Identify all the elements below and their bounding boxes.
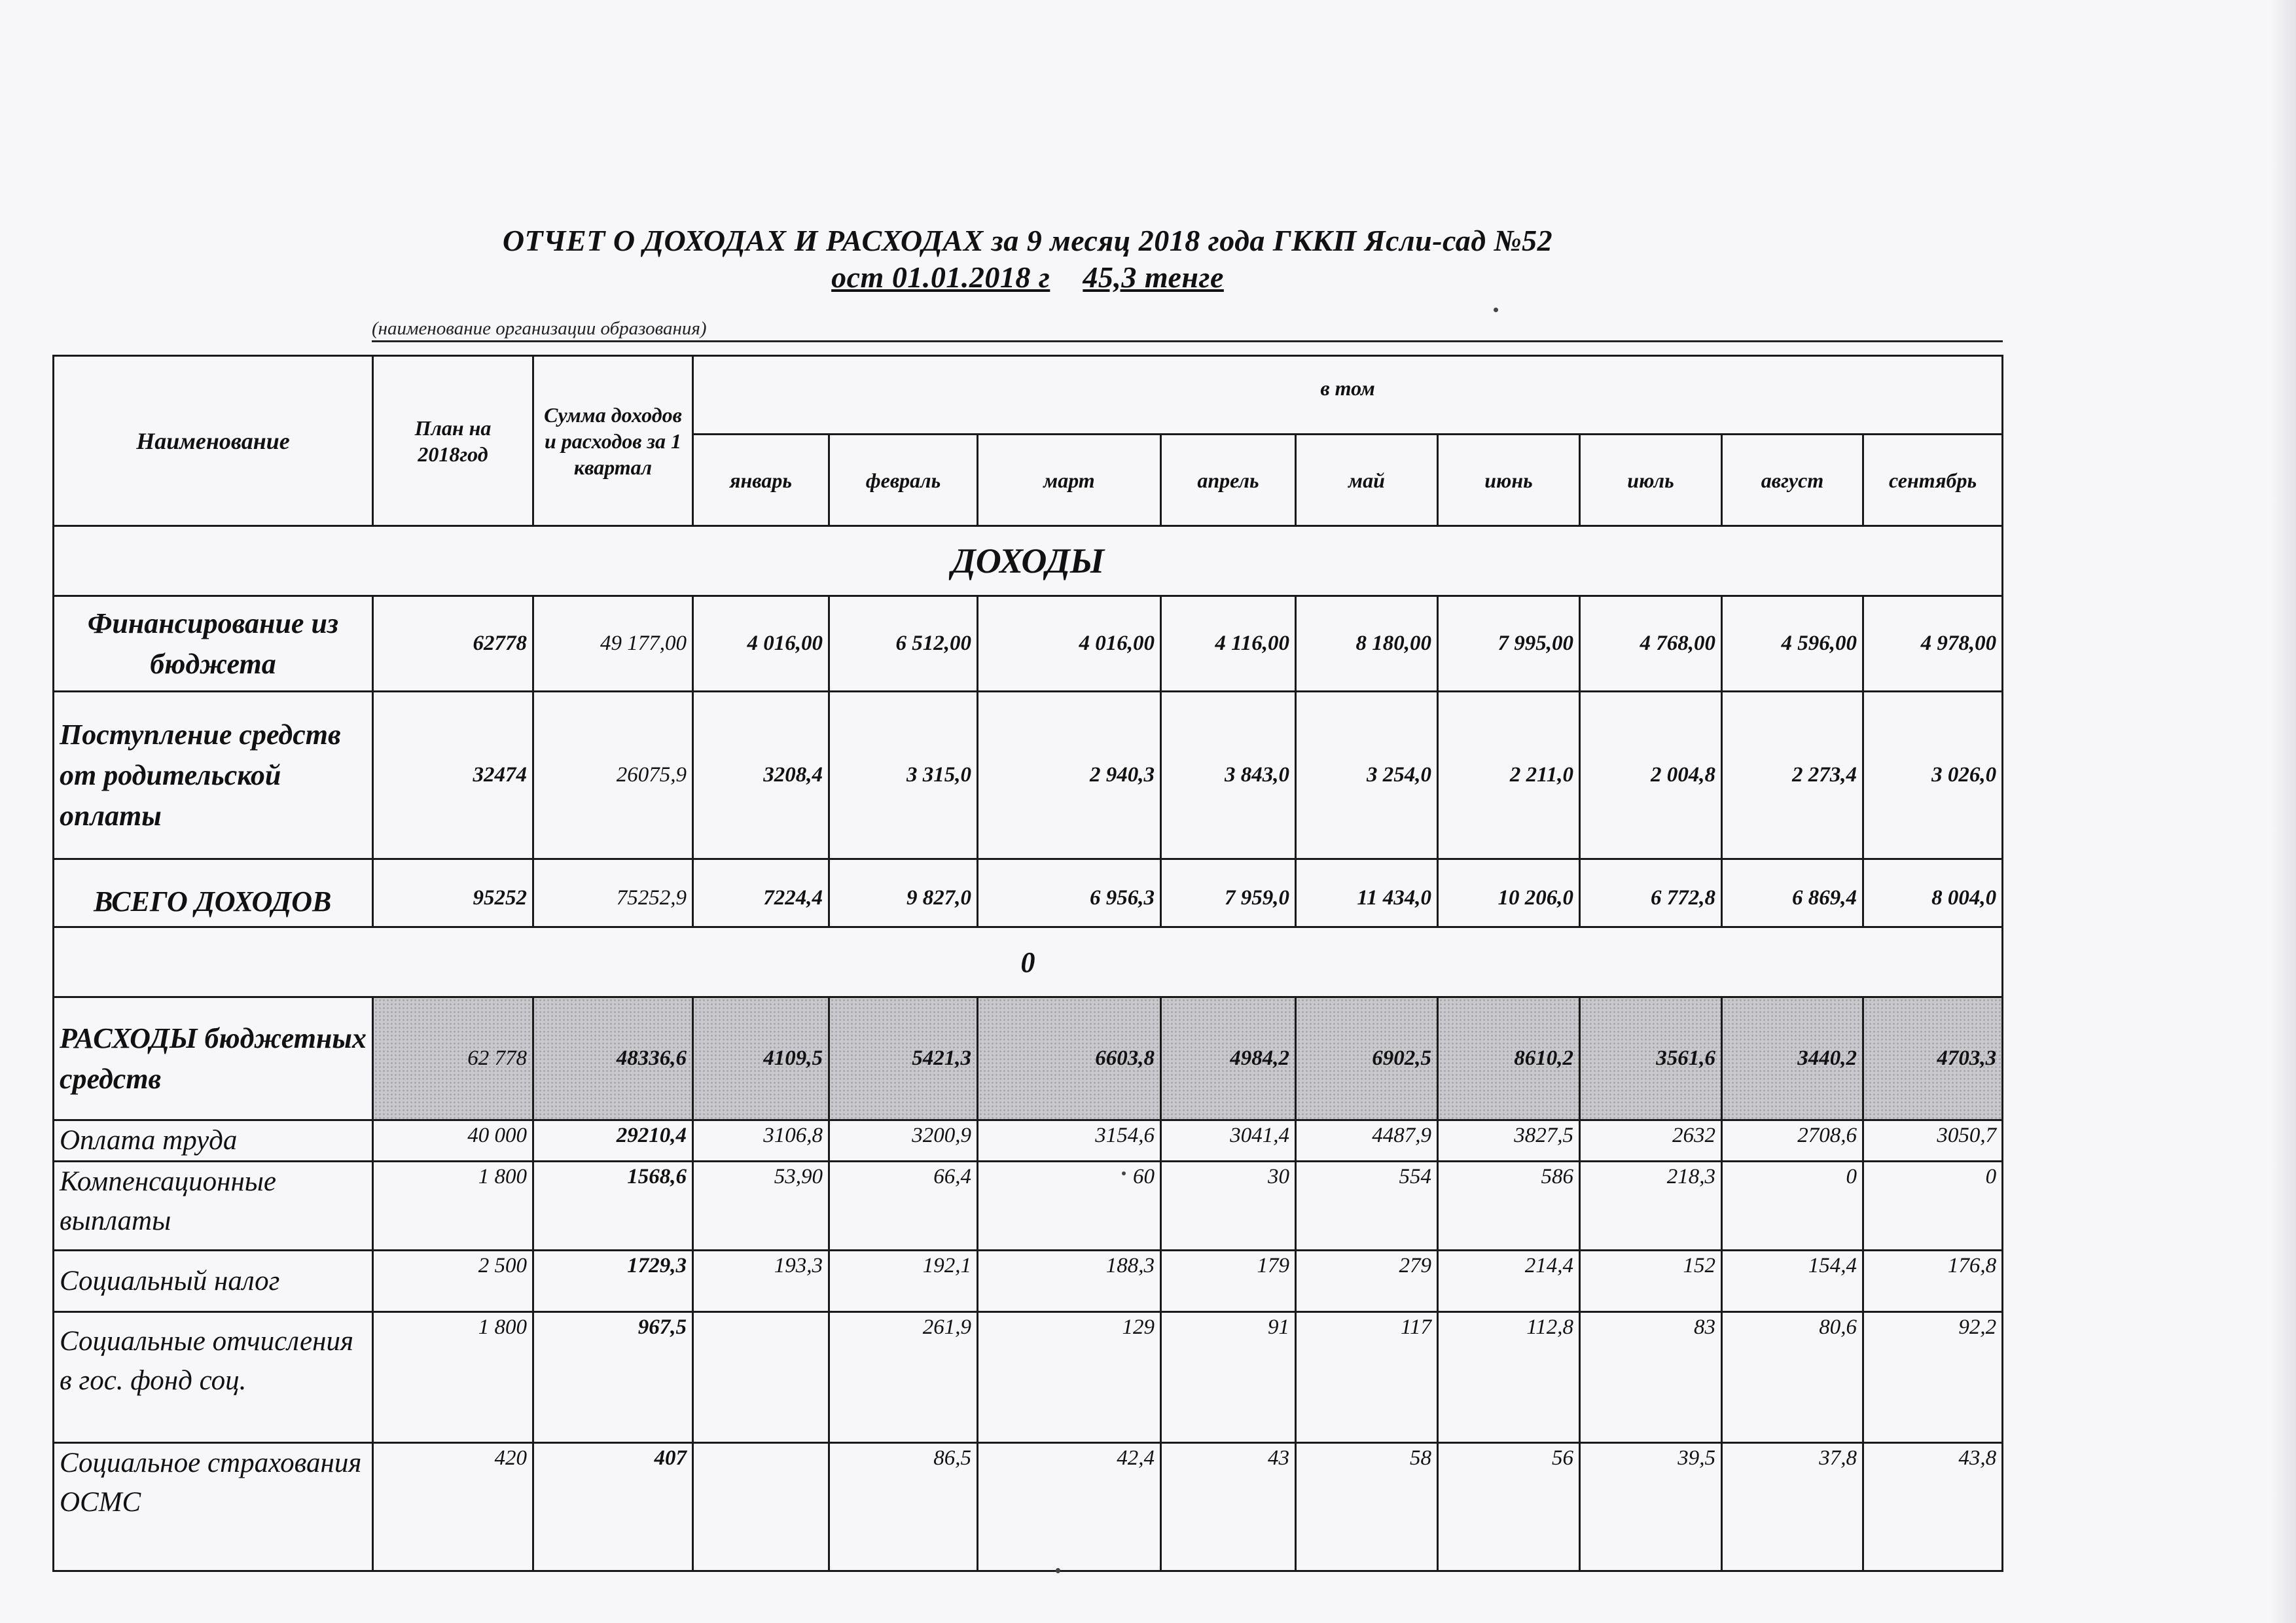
row-month: 3050,7 [1863,1120,2003,1162]
row-month: 6 512,00 [829,596,978,692]
row-sum: 967,5 [533,1312,693,1443]
row-month: 10 206,0 [1438,859,1580,927]
row-month: 7 959,0 [1161,859,1296,927]
row-sum: 407 [533,1443,693,1571]
scan-speck [1056,1568,1060,1573]
row-month: 86,5 [829,1443,978,1571]
row-month: 2 211,0 [1438,692,1580,859]
row-month: 2632 [1580,1120,1722,1162]
row-sum: 1568,6 [533,1162,693,1251]
row-month: 188,3 [978,1251,1161,1312]
row-month: 2 940,3 [978,692,1161,859]
header-month: август [1722,435,1863,526]
row-month: 586 [1438,1162,1580,1251]
row-month: 3827,5 [1438,1120,1580,1162]
row-month: 4109,5 [693,997,829,1120]
row-plan: 1 800 [373,1312,533,1443]
header-month: апрель [1161,435,1296,526]
row-month: 58 [1296,1443,1438,1571]
row-month: 2 004,8 [1580,692,1722,859]
row-month: 56 [1438,1443,1580,1571]
report-title [0,223,2055,296]
row-name: Оплата труда [54,1120,373,1162]
row-sum: 48336,6 [533,997,693,1120]
header-month: январь [693,435,829,526]
row-month [693,1312,829,1443]
row-month: 6 772,8 [1580,859,1722,927]
table-row [54,596,2003,692]
header-name: Наименование [54,356,373,526]
row-month: 6902,5 [1296,997,1438,1120]
zero-row-value: 0 [54,927,2003,997]
row-month: 3106,8 [693,1120,829,1162]
row-month: 3440,2 [1722,997,1863,1120]
report-table [52,355,2003,1572]
row-month: 0 [1722,1162,1863,1251]
table-row-total [54,859,2003,927]
row-month: 117 [1296,1312,1438,1443]
row-month: 42,4 [978,1443,1161,1571]
row-plan: 1 800 [373,1162,533,1251]
row-sum: 1729,3 [533,1251,693,1312]
row-month: 176,8 [1863,1251,2003,1312]
row-month: 5421,3 [829,997,978,1120]
row-name: Социальные отчисления в гос. фонд соц. [54,1312,373,1443]
row-month: 2708,6 [1722,1120,1863,1162]
row-month: 3208,4 [693,692,829,859]
report-title-line1: ОТЧЕТ О ДОХОДАХ И РАСХОДАХ за 9 месяц 2018 года ГККП Ясли-сад №52 [502,224,1553,257]
row-month: 37,8 [1722,1443,1863,1571]
row-month: 7 995,00 [1438,596,1580,692]
row-month: 8 004,0 [1863,859,2003,927]
row-month: 4 016,00 [978,596,1161,692]
header-group: в том [693,356,2003,435]
row-month: 39,5 [1580,1443,1722,1571]
row-month: 218,3 [1580,1162,1722,1251]
row-month: 112,8 [1438,1312,1580,1443]
row-month: 4984,2 [1161,997,1296,1120]
row-month: 9 827,0 [829,859,978,927]
row-month: 2 273,4 [1722,692,1863,859]
header-month: март [978,435,1161,526]
table-row-expenses [54,997,2003,1120]
row-month: 4 116,00 [1161,596,1296,692]
header-month: июль [1580,435,1722,526]
row-name: Поступление средств от родительской оплаты [54,692,373,859]
balance-amount: 45,3 тенге [1083,260,1224,294]
row-plan: 2 500 [373,1251,533,1312]
income-section-title: ДОХОДЫ [54,526,2003,596]
row-month: 92,2 [1863,1312,2003,1443]
page-edge-shadow [2270,0,2296,1623]
header-month: февраль [829,435,978,526]
header-month: май [1296,435,1438,526]
row-sum: 49 177,00 [533,596,693,692]
row-month: 261,9 [829,1312,978,1443]
row-month: 6603,8 [978,997,1161,1120]
row-name: Социальное страхования ОСМС [54,1443,373,1571]
row-month: 3 315,0 [829,692,978,859]
header-row-1 [54,356,2003,435]
table-row [54,1162,2003,1251]
org-name-underline [372,340,2003,342]
row-month: 279 [1296,1251,1438,1312]
row-month: 4 768,00 [1580,596,1722,692]
row-month: 3041,4 [1161,1120,1296,1162]
header-month: сентябрь [1863,435,2003,526]
row-month: 4487,9 [1296,1120,1438,1162]
scan-speck [1122,1171,1126,1175]
row-name: ВСЕГО ДОХОДОВ [54,859,373,927]
row-month: 6 956,3 [978,859,1161,927]
row-month: 8610,2 [1438,997,1580,1120]
row-name: Финансирование из бюджета [54,596,373,692]
row-month: 129 [978,1312,1161,1443]
row-month: 0 [1863,1162,2003,1251]
row-month: 6 869,4 [1722,859,1863,927]
row-month: 80,6 [1722,1312,1863,1443]
row-name: РАСХОДЫ бюджетных средств [54,997,373,1120]
row-month: 3200,9 [829,1120,978,1162]
row-month: 4 596,00 [1722,596,1863,692]
row-plan: 40 000 [373,1120,533,1162]
row-month: 3 254,0 [1296,692,1438,859]
row-plan: 32474 [373,692,533,859]
row-month: 3154,6 [978,1120,1161,1162]
row-month: 66,4 [829,1162,978,1251]
balance-date: ост 01.01.2018 г [831,260,1050,294]
row-month: 554 [1296,1162,1438,1251]
table-row [54,692,2003,859]
row-month: 8 180,00 [1296,596,1438,692]
row-month: 3 026,0 [1863,692,2003,859]
row-month: 60 [978,1162,1161,1251]
scan-speck [1494,308,1498,312]
row-month: 30 [1161,1162,1296,1251]
row-plan: 62 778 [373,997,533,1120]
row-month: 3 843,0 [1161,692,1296,859]
row-month: 43,8 [1863,1443,2003,1571]
row-month: 4 016,00 [693,596,829,692]
row-month: 11 434,0 [1296,859,1438,927]
table-row [54,1120,2003,1162]
row-plan: 420 [373,1443,533,1571]
row-name: Социальный налог [54,1251,373,1312]
header-month: июнь [1438,435,1580,526]
report-title-line2 [0,259,2055,296]
row-name: Компенсационные выплаты [54,1162,373,1251]
row-month: 152 [1580,1251,1722,1312]
row-month [693,1443,829,1571]
row-month: 193,3 [693,1251,829,1312]
zero-row [54,927,2003,997]
row-month: 83 [1580,1312,1722,1443]
row-month: 214,4 [1438,1251,1580,1312]
table-row [54,1443,2003,1571]
row-month: 179 [1161,1251,1296,1312]
org-name-caption: (наименование организации образования) [372,318,707,339]
row-month: 91 [1161,1312,1296,1443]
table-row [54,1251,2003,1312]
row-month: 4 978,00 [1863,596,2003,692]
row-sum: 26075,9 [533,692,693,859]
row-month: 192,1 [829,1251,978,1312]
row-month: 4703,3 [1863,997,2003,1120]
row-month: 7224,4 [693,859,829,927]
row-sum: 75252,9 [533,859,693,927]
row-plan: 95252 [373,859,533,927]
row-sum: 29210,4 [533,1120,693,1162]
header-plan: План на 2018год [373,356,533,526]
header-sum: Сумма доходов и расходов за 1 квартал [533,356,693,526]
table-row [54,1312,2003,1443]
row-month: 154,4 [1722,1251,1863,1312]
row-plan: 62778 [373,596,533,692]
row-month: 53,90 [693,1162,829,1251]
row-month: 43 [1161,1443,1296,1571]
row-month: 3561,6 [1580,997,1722,1120]
income-section-row [54,526,2003,596]
